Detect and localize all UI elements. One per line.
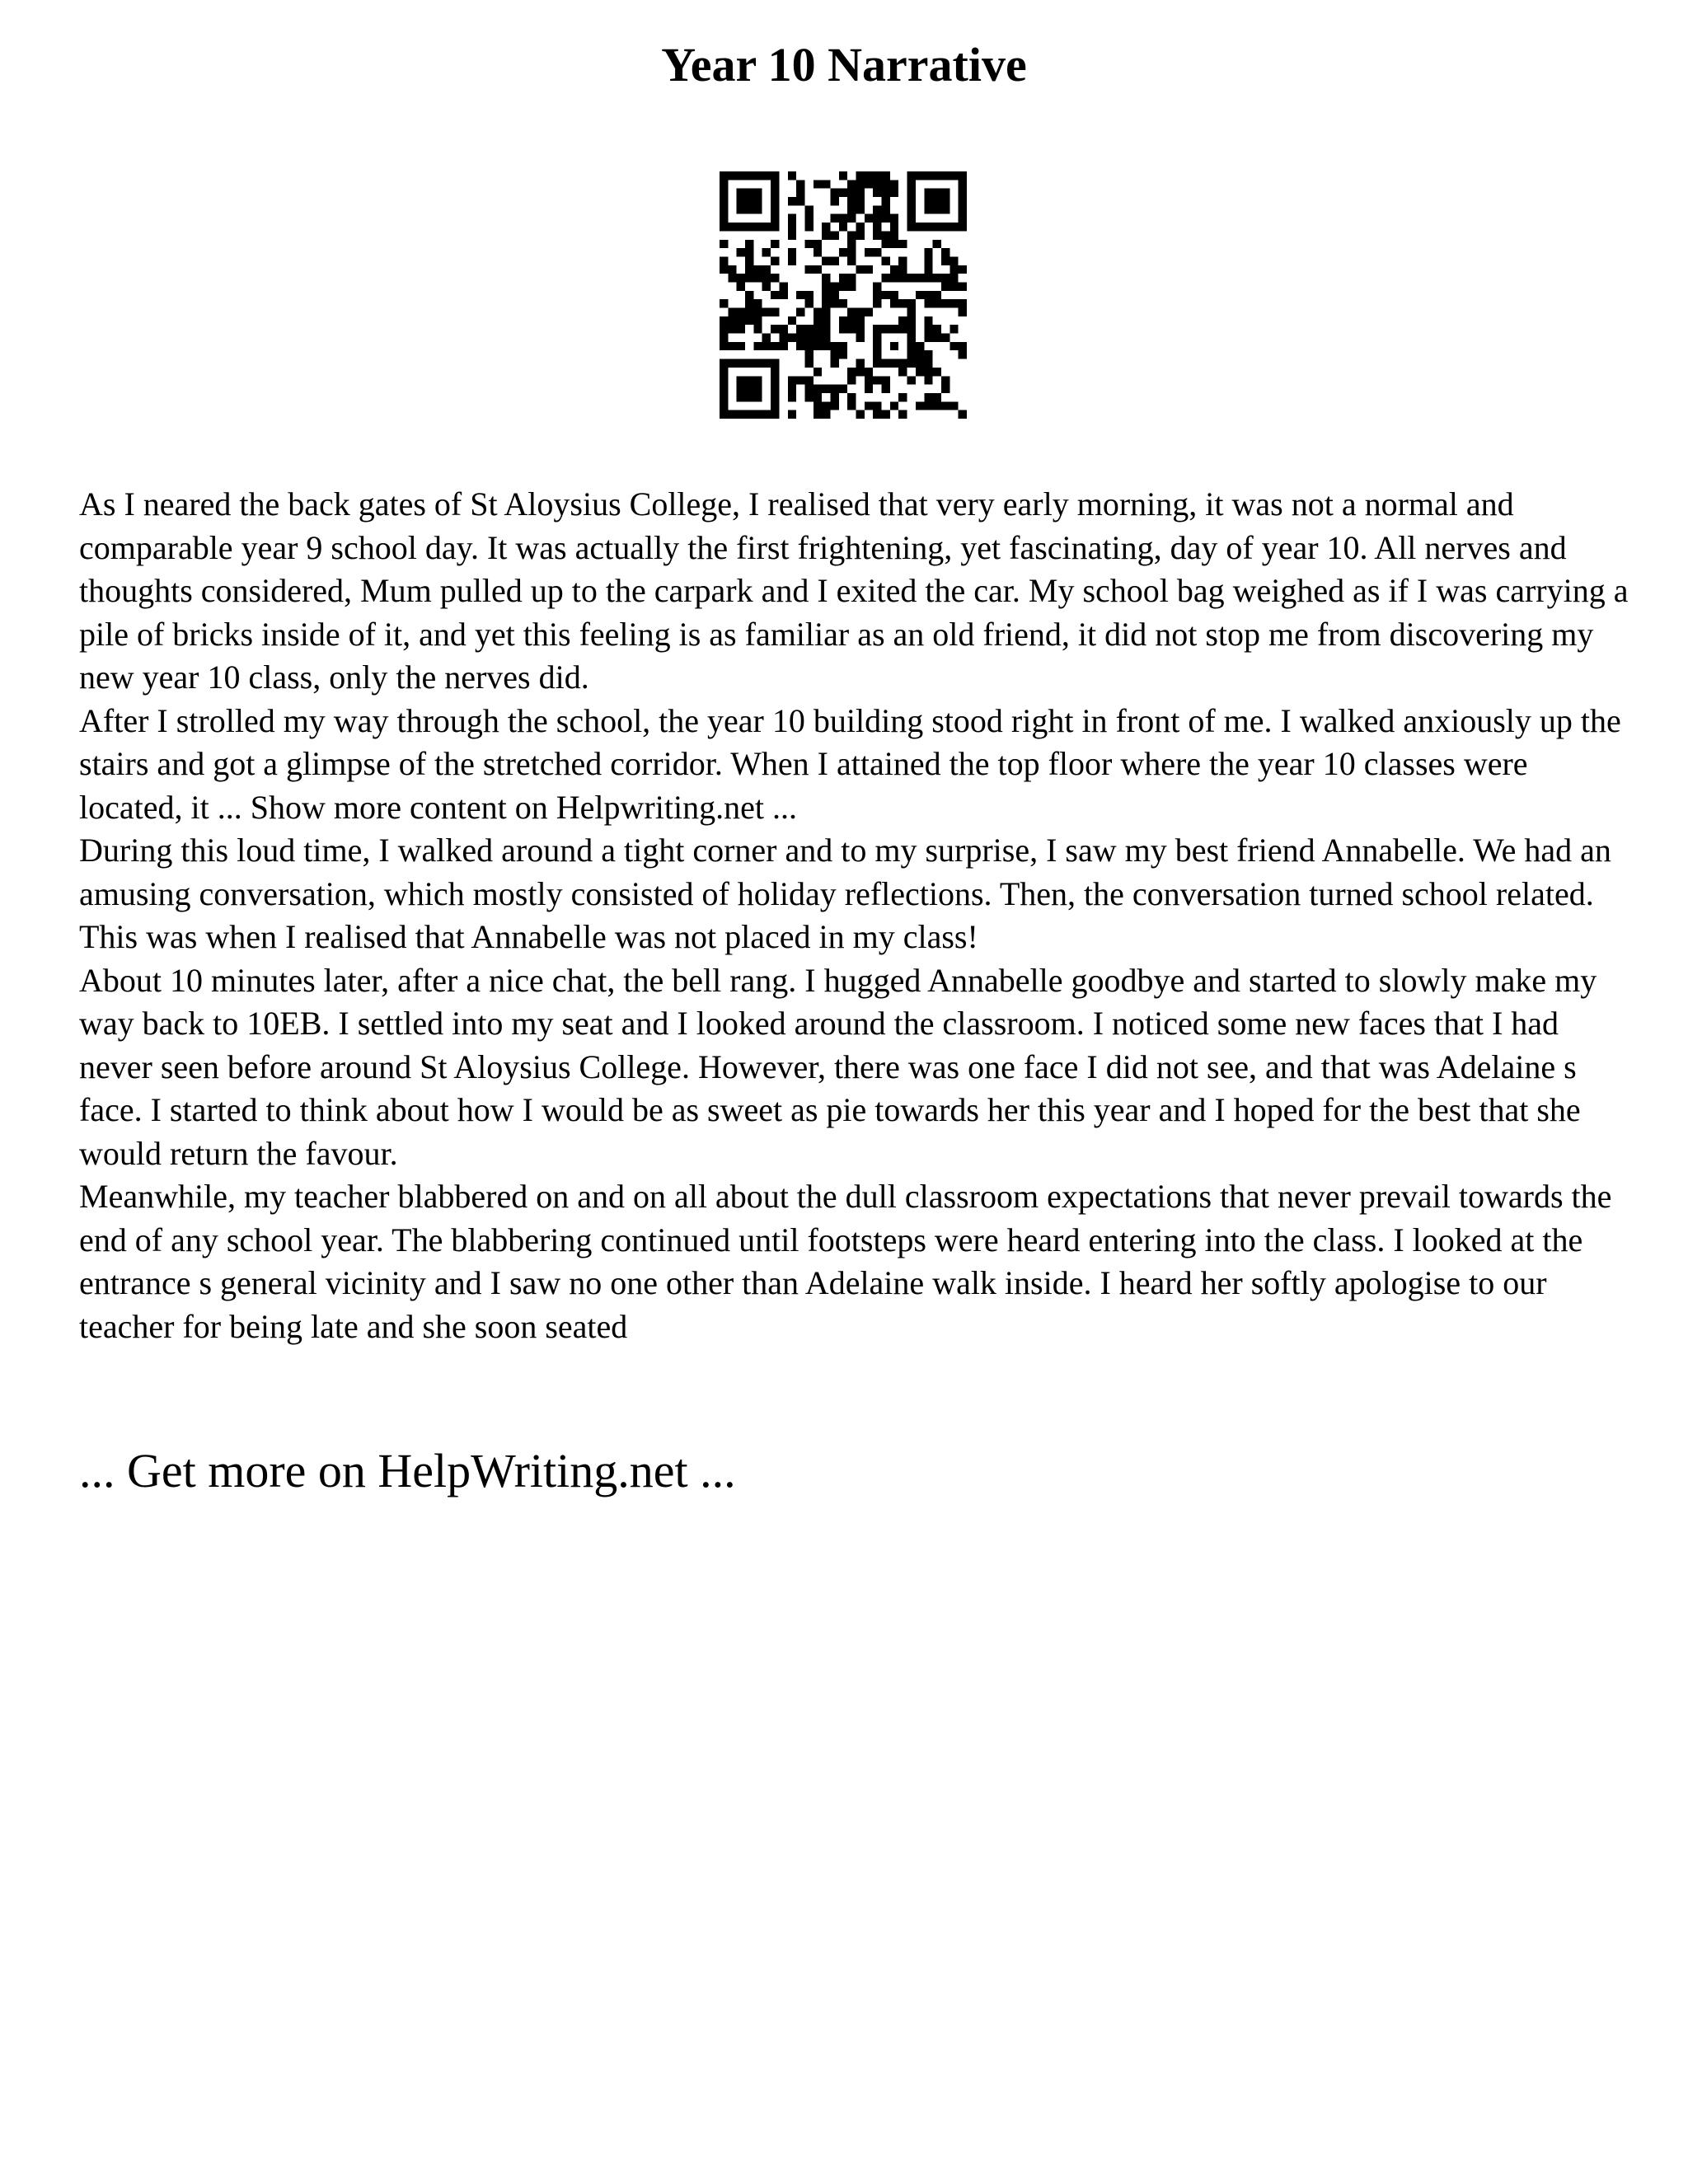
qr-code-icon[interactable] — [720, 171, 967, 419]
paragraph: About 10 minutes later, after a nice chat, the bell rang. I hugged Annabelle goodbye and started to slowly make my way back to 10EB. I settled into my seat and I looked around the classroom. I noticed some new faces that I had never seen before around St Aloysius College. However, there was one face I did not see, and that was Adelaine s face. I started to think about how I would be as sweet as pie towards her this year and I hoped for the best that she would return the favour. — [79, 961, 1597, 1172]
paragraph: As I neared the back gates of St Aloysius College, I realised that very early morning, it was not a normal and comparable year 9 school day. It was actually the first frightening, yet fascinating, day of year 10. All nerves and thoughts considered, Mum pulled up to the carpark and I exited the car. My school bag weighed as if I was carrying a pile of bricks inside of it, and yet this feeling is as familiar as an old friend, it did not stop me from discovering my new year 10 class, only the nerves did. — [79, 485, 1629, 696]
get-more-link[interactable]: ... Get more on HelpWriting.net ... — [79, 1444, 736, 1497]
paragraph: After I strolled my way through the school, the year 10 building stood right in front of me. I walked anxiously up the stairs and got a glimpse of the stretched corridor. When I attained the top floor where the year 10 classes were located, it ... Show more content on Helpwriting.net ... — [79, 701, 1621, 826]
narrative-body — [79, 483, 1629, 1348]
paragraph: Meanwhile, my teacher blabbered on and on all about the dull classroom expectations that never prevail towards the end of any school year. The blabbering continued until footsteps were heard entering into the class. I looked at the entrance s general vicinity and I saw no one other than Adelaine walk inside. I heard her softly apologise to our teacher for being late and she soon seated — [79, 1178, 1612, 1345]
page-title: Year 10 Narrative — [661, 38, 1027, 91]
paragraph: During this loud time, I walked around a tight corner and to my surprise, I saw my best friend Annabelle. We had an amusing conversation, which mostly consisted of holiday reflections. Then, the conversation turned school related. This was when I realised that Annabelle was not placed in my class! — [79, 832, 1611, 955]
